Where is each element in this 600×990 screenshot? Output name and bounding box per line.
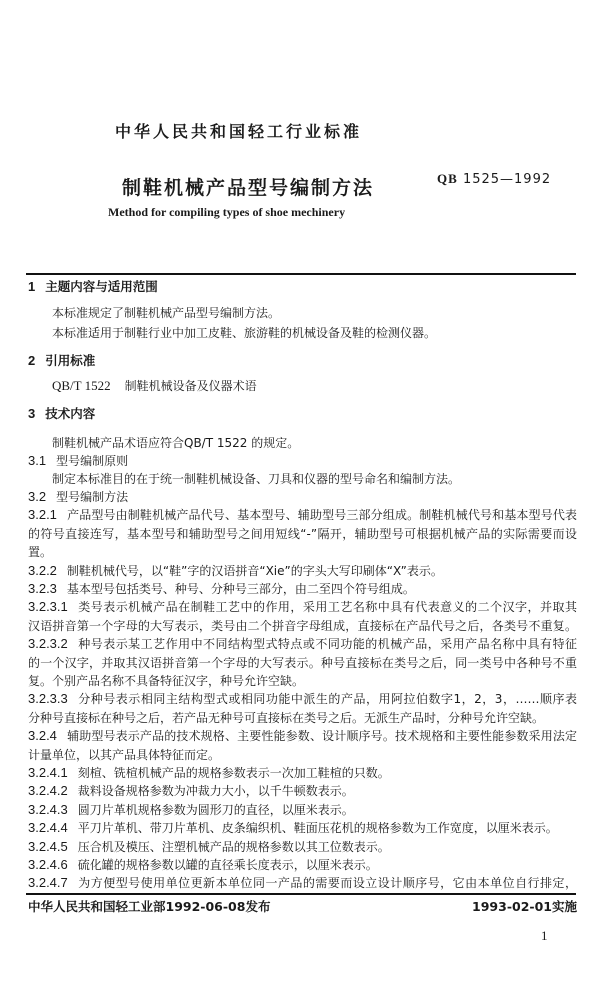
- clause-3-2-4-1: 3.2.4.1 刻楦、铣楦机械产品的规格参数表示一次加工鞋楦的只数。: [28, 764, 390, 780]
- clause-3-2-4-3: 3.2.4.3 圆刀片革机规格参数为圆形刀的直径，以厘米表示。: [28, 801, 354, 817]
- clause-3-2-2: 3.2.2 制鞋机械代号，以“鞋”字的汉语拼音“Xie”的字头大写印刷体“X”表示。: [28, 562, 443, 578]
- standard-category: 中华人民共和国轻工行业标准: [115, 122, 363, 141]
- clause-3-2-1: 3.2.1 产品型号由制鞋机械产品代号、基本型号、辅助型号三部分组成。制鞋机械代号和基本型号代表: [28, 507, 577, 523]
- clause-3-2-3: 3.2.3 基本型号包括类号、种号、分种号三部分，由二至四个符号组成。: [28, 581, 415, 596]
- clause-3-2-4-6: 3.2.4.6 硫化罐的规格参数以罐的直径乘长度表示，以厘米表示。: [28, 857, 378, 872]
- section-2-heading: 2 引用标准: [28, 353, 96, 368]
- section-1-heading: 1 主题内容与适用范围: [28, 279, 158, 294]
- code-number: 1525—1992: [462, 172, 552, 187]
- clause-3-2-4-4: 3.2.4.4 平刀片革机、带刀片革机、皮条编织机、鞋面压花机的规格参数为工作宽度，以厘米表示。: [28, 820, 558, 836]
- issue-statement: 中华人民共和国轻工业部1992-06-08发布: [28, 899, 271, 914]
- clause-3-2-3-1: 3.2.3.1 类号表示机械产品在制鞋工艺中的作用，采用工艺名称中具有代表意义的二个汉字，并取其: [28, 599, 577, 615]
- code-prefix: QB: [437, 171, 458, 186]
- clause-3-2-4: 3.2.4 辅助型号表示产品的技术规格、主要性能参数、设计顺序号。技术规格和主要性能参数采用法定: [28, 728, 577, 744]
- clause-line: 置。: [28, 545, 53, 560]
- section-3-2-heading: 3.2 型号编制方法: [28, 489, 129, 504]
- clause-3-2-4-5: 3.2.4.5 压合机及模压、注塑机械产品的规格参数以其工位数表示。: [28, 838, 390, 854]
- paragraph: 本标准适用于制鞋行业中加工皮鞋、旅游鞋的机械设备及鞋的检测仪器。: [52, 326, 437, 340]
- clause-3-2-4-7: 3.2.4.7 为方便型号使用单位更新本单位同一产品的需要而设立设计顺序号，它由本单位自行排定，: [28, 875, 577, 891]
- english-title: Method for compiling types of shoe mechinery: [108, 205, 346, 219]
- page-number: 1: [541, 928, 548, 943]
- clause-3-2-3-3: 3.2.3.3 分种号表示相同主结构型式或相同功能中派生的产品，用阿拉伯数字1，2，3，……顺序表: [28, 691, 577, 707]
- clause-line: 的符号直接连写，基本型号和辅助型号之间用短线“-”隔开，辅助型号可根据机械产品的实际需要而设: [28, 526, 577, 541]
- section-3-2-body: [28, 488, 577, 893]
- clause-line: 复。个别产品名称不具备特征汉字，种号允许空缺。: [28, 673, 305, 688]
- clause-line: 计量单位，以其产品具体特征而定。: [28, 747, 221, 762]
- clause-3-2-4-2: 3.2.4.2 裁料设备规格参数为冲裁力大小，以千牛顿数表示。: [28, 783, 354, 799]
- standard-code: [437, 171, 551, 187]
- document-title: 制鞋机械产品型号编制方法: [122, 177, 375, 199]
- paragraph: 制鞋机械产品术语应符合QB/T 1522 的规定。: [52, 436, 300, 450]
- paragraph: 制定本标准目的在于统一制鞋机械设备、刀具和仪器的型号命名和编制方法。: [52, 472, 461, 486]
- section-3-heading: 3 技术内容: [28, 406, 96, 421]
- clause-line: 的一个汉字，并取其汉语拼音第一个字母的大写表示。种号直接标在类号之后，同一类号中各种号不重: [28, 655, 577, 670]
- clause-3-2-3-2: 3.2.3.2 种号表示某工艺作用中不同结构型式特点或不同功能的机械产品，采用产品名称中具有特征: [28, 636, 577, 652]
- paragraph: 本标准规定了制鞋机械产品型号编制方法。: [52, 306, 281, 320]
- header-rule: [26, 273, 576, 275]
- effective-date: 1993-02-01实施: [472, 899, 577, 914]
- footer-rule: [26, 893, 576, 895]
- reference-item: QB/T 1522 制鞋机械设备及仪器术语: [52, 378, 257, 393]
- clause-line: 分种号直接标在种号之后，若产品无种号可直接标在类号之后。无派生产品时，分种号允许空缺。: [28, 710, 545, 725]
- clause-line: 汉语拼音第一个字母的大写表示，类号由二个拼音字母组成，直接标在产品代号之后，各类号不重复。: [28, 618, 577, 633]
- section-3-1-heading: 3.1 型号编制原则: [28, 453, 129, 468]
